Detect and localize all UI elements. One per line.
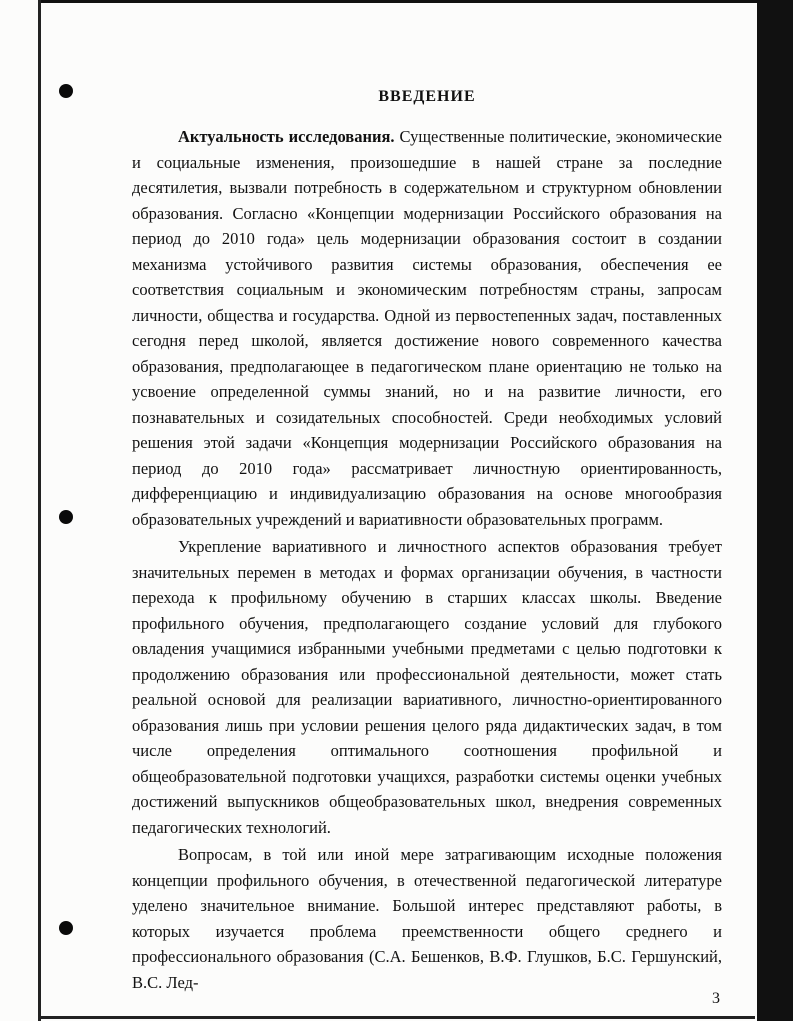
punch-hole-middle xyxy=(59,510,73,524)
paragraph-text: Вопросам, в той или иной мере затрагивающим исходные положения концепции профильного обучения, в отечественной педагогической литературе уделено значительное внимание. Большой интерес представляют работы, в которых изучается проблема преемственности общего среднего и профессионального образования (С.А. Бешенков, В.Ф. Глушков, Б.С. Гершунский, В.С. Лед- xyxy=(132,845,722,992)
paragraph-1 xyxy=(132,124,722,532)
page-title: ВВЕДЕНИЕ xyxy=(378,88,476,105)
scan-border-left xyxy=(38,0,41,1021)
punch-hole-top xyxy=(59,84,73,98)
paragraph-lead: Актуальность исследования. xyxy=(178,127,395,146)
paragraph-text: Существенные политические, экономические и социальные изменения, произошедшие в нашей стране за последние десятилетия, вызвали потребность в содержательном и структурном обновлении образования. Согласно «Концепции модернизации Российского образования на период до 2010 года» цель модернизации образования состоит в создании механизма устойчивого развития системы образования, обеспечения ее соответствия социальным и экономическим потребностям страны, запросам личности, общества и государства. Одной из первостепенных задач, поставленных сегодня перед школой, является достижение нового современного качества образования, предполагающее в педагогическом плане ориентацию не только на усвоение определенной суммы знаний, но и на развитие личности, его познавательных и созидательных способностей. Среди необходимых условий решения этой задачи «Концепция модернизации Российского образования на период до 2010 года» рассматривает личностную ориентированность, дифференциацию и индивидуализацию образования на основе многообразия образовательных учреждений и вариативности образовательных программ. xyxy=(132,127,722,529)
body-text xyxy=(132,124,722,995)
paragraph-3 xyxy=(132,842,722,995)
page-number: 3 xyxy=(712,990,720,1007)
scan-border-top xyxy=(40,0,793,3)
paragraph-text: Укрепление вариативного и личностного аспектов образования требует значительных перемен в методах и формах организации обучения, в частности перехода к профильному обучению в старших классах школы. Введение профильного обучения, предполагающего создание условий для глубокого овладения учащимися избранными учебными предметами с целью подготовки к продолжению образования или профессиональной деятельности, может стать реальной основой для реализации вариативного, личностно-ориентированного образования лишь при условии решения целого ряда дидактических задач, в том числе определения оптимального соотношения профильной и общеобразовательной подготовки учащихся, разработки системы оценки учебных достижений выпускников общеобразовательных школ, внедрения современных педагогических технологий. xyxy=(132,537,722,837)
scan-border-bottom xyxy=(40,1016,755,1019)
paragraph-2 xyxy=(132,534,722,840)
scan-border-right xyxy=(757,0,793,1021)
punch-hole-bottom xyxy=(59,921,73,935)
